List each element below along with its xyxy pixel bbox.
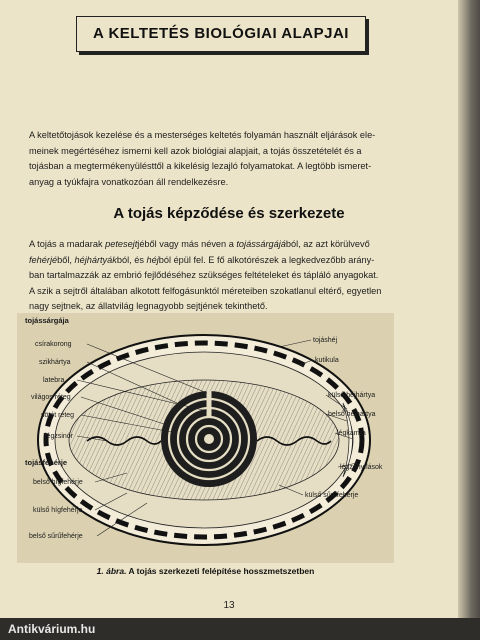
section-heading: A tojás képződése és szerkezete [113,205,345,222]
label-left: belső sűrűfehérje [29,533,83,540]
term-petesejt: petesejt [105,239,138,249]
text-run: jéből vagy más néven a [137,239,237,249]
label-left: jégzsinór [45,433,74,440]
intro-line: A keltetőtojások kezelése és a mesterséges keltetés folyamán használt eljárások ele- [29,130,376,140]
label-left: világos réteg [31,394,71,401]
intro-line: meinek megértéséhez ismerni kell azok biológiai alapjait, a tojás összetételét és a [29,145,362,156]
watermark: Antikvárium.hu [0,618,480,640]
label-right: légzőnyílások [340,464,383,471]
caption-text: A tojás szerkezeti felépítése hosszmetszetben [126,566,315,576]
label-left: szikhártya [39,359,71,366]
chapter-title: A KELTETÉS BIOLÓGIAI ALAPJAI [76,16,366,52]
text-run: ból, és [116,254,147,265]
label-left: sötét réteg [41,412,75,419]
term-hejhartyak: héjhártyák [74,254,117,265]
text-run: A tojás a madarak [29,239,106,249]
body-line: nagy sejtnek, az állatvilág legnagyobb sejtjének tekinthető. [29,301,268,311]
egg-figure [17,313,394,563]
term-hej: héj [146,254,159,265]
term-feherje: fehérjé [29,254,58,265]
label-left: külső hígfehérje [33,507,83,514]
body-line: A szik a sejtről általában alkotott felfogásunktól méreteiben szokatlanul eltérő, egyetlen [29,285,382,296]
text-run: ből, [57,254,75,265]
label-right: kutikula [315,357,339,364]
page-number: 13 [223,600,235,611]
label-right: külső héjhártya [328,392,376,399]
term-tojassargaja: tojássárgájá [236,239,286,249]
intro-line: anyag a tyúkfajra vonatkozóan áll rendelkezésre. [29,176,229,187]
text-run: ból épül fel. E fő alkotórészek a legkedvezőbb arány- [158,254,375,265]
body-line [29,237,370,253]
label-left: csírakorong [35,341,72,348]
label-right: légkamra [337,430,366,437]
label-left-group2-title: tojásfehérje [25,458,68,467]
label-right: belső héjhártya [328,411,376,418]
label-right: tojáshéj [313,337,338,344]
body-line [29,253,374,269]
figure-caption [17,566,394,576]
egg-cross-section-diagram [17,313,394,563]
body-line: ban tartalmazzák az embrió fejlődéséhez szükséges feltételeket és tápláló anyagokat. [29,270,379,280]
label-right: külső sűrűfehérje [305,492,359,499]
label-left: latebra [43,377,65,384]
label-left-group-title: tojássárgája [25,316,69,325]
intro-line: tojásban a megtermékenyülésttől a kikelésig lezajló folyamatokat. A legtöbb ismeret- [29,161,372,171]
text-run: ból, az azt körülvevő [285,239,370,249]
label-left: belső hígfehérje [33,479,83,486]
book-edge [458,0,480,640]
caption-number: 1. ábra. [96,566,127,576]
